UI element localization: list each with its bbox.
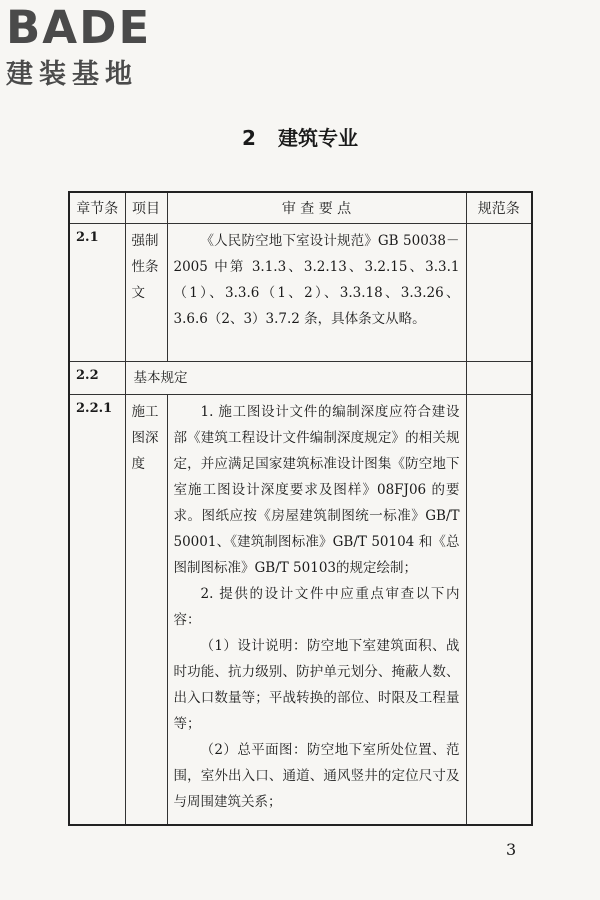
row-item: 强制性条文 (125, 224, 167, 362)
header-standard: 规范条 (466, 192, 532, 224)
brand-logo (6, 1, 176, 96)
review-table (68, 191, 533, 826)
table-row (69, 395, 532, 825)
requirement-paragraph: （1）设计说明：防空地下室建筑面积、战时功能、抗力级别、防护单元划分、掩蔽人数、出入口数量等；平战转换的部位、时限及工程量等； (173, 638, 460, 732)
row-section: 2.1 (69, 224, 125, 362)
row-section: 2.2.1 (69, 395, 125, 825)
row-requirements (167, 224, 466, 362)
header-section: 章节条 (69, 192, 125, 224)
row-standard (466, 362, 532, 395)
chapter-heading (0, 122, 600, 151)
header-requirements: 审 查 要 点 (167, 192, 466, 224)
row-title: 基本规定 (125, 362, 466, 395)
chapter-number: 2 (242, 126, 256, 150)
page-number: 3 (506, 840, 517, 859)
row-requirements (167, 395, 466, 825)
row-section: 2.2 (69, 362, 125, 395)
requirement-paragraph: 2. 提供的设计文件中应重点审查以下内容： (173, 586, 460, 628)
requirement-paragraph: 《人民防空地下室设计规范》GB 50038－2005 中第 3.1.3、3.2.13、3.2.15、3.3.1（1）、3.3.6（1、2）、3.3.18、3.3.26、3.6.6（2、3）3.7.2 条，具体条文从略。 (173, 233, 460, 327)
table-header-row (69, 192, 532, 224)
row-item: 施工图深度 (125, 395, 167, 825)
requirement-paragraph: 1. 施工图设计文件的编制深度应符合建设部《建筑工程设计文件编制深度规定》的相关规定，并应满足国家建筑标准设计图集《防空地下室施工图设计深度要求及图样》08FJ06 的要求。图纸应按《房屋建筑制图统一标准》GB/T 50001、《建筑制图标准》GB/T 50104 和《总图制图标准》GB/T 50103的规定绘制； (173, 404, 460, 576)
chapter-title: 建筑专业 (277, 126, 358, 150)
table-row (69, 362, 532, 395)
table-row (69, 224, 532, 362)
row-standard (466, 395, 532, 825)
logo-subtitle: 建装基地 (6, 59, 138, 90)
requirement-paragraph: （2）总平面图：防空地下室所处位置、范围，室外出入口、通道、通风竖井的定位尺寸及与周围建筑关系； (173, 742, 460, 810)
header-item: 项目 (125, 192, 167, 224)
row-standard (466, 224, 532, 362)
logo-brand-text: BADE (6, 1, 152, 54)
